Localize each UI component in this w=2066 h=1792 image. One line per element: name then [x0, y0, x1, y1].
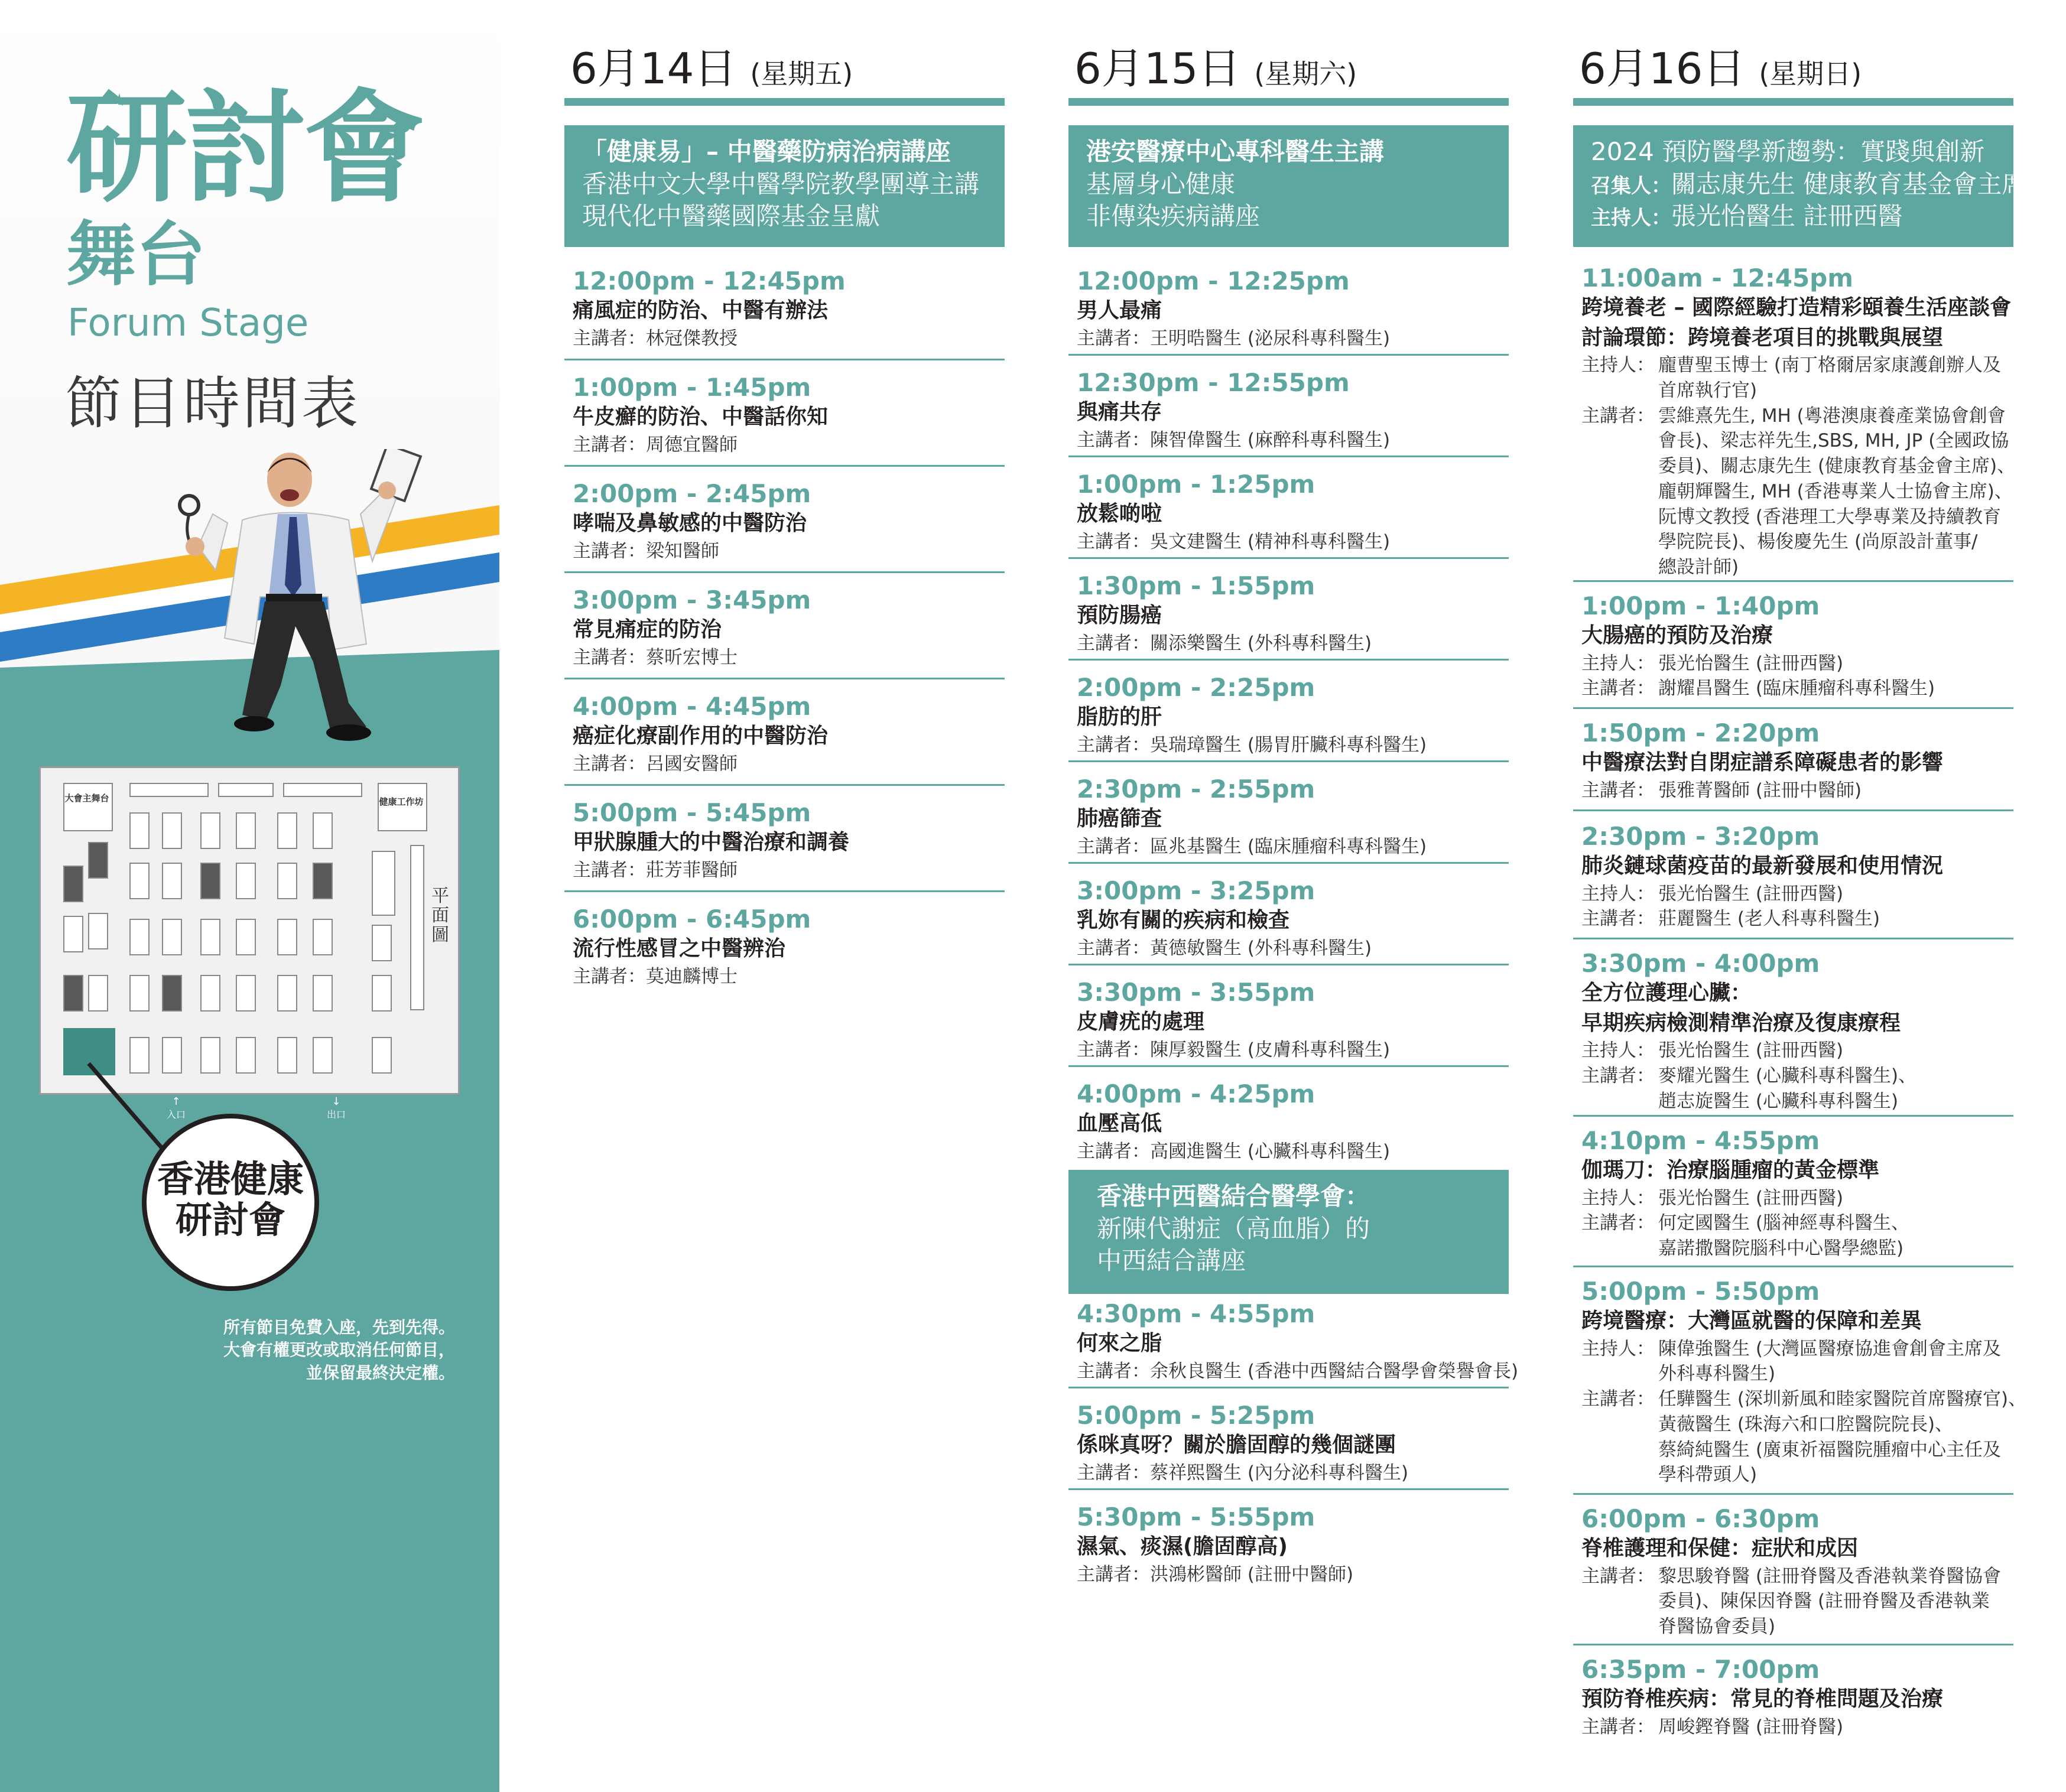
schedule-item [1068, 571, 1509, 661]
weekday-text: (星期五) [750, 58, 853, 90]
item-speaker [1581, 651, 2013, 677]
item-speaker: 主講者：周德宜醫師 [573, 434, 738, 456]
item-time: 4:10pm - 4:55pm [1581, 1126, 1820, 1155]
schedule-item [1068, 1502, 1509, 1592]
session-header [1573, 125, 2027, 247]
role-label: 主持人： [1581, 883, 1655, 905]
booth [200, 919, 220, 955]
booth [200, 863, 220, 899]
schedule-item [1573, 591, 2013, 709]
main-stage-label: 大會主舞台 [64, 793, 109, 804]
booth [277, 812, 297, 849]
booth [313, 863, 333, 899]
item-topic: 哮喘及鼻敏感的中醫防治 [573, 511, 807, 536]
item-speaker [1581, 906, 2013, 932]
floor-plan-map [39, 766, 460, 1095]
booth [129, 863, 150, 899]
header-line: 現代化中醫藥國際基金呈獻 [582, 201, 881, 231]
header-title: 香港中西醫結合醫學會： [1097, 1182, 1370, 1211]
role-label: 主講者： [1581, 1388, 1655, 1410]
item-topic: 流行性感冒之中醫辨治 [573, 936, 786, 961]
item-speaker: 主講者：洪鴻彬醫師 (註冊中醫師) [1077, 1563, 1354, 1585]
speaker-line: 張光怡醫生 (註冊西醫) [1658, 883, 1844, 905]
speaker-line: 總設計師) [1658, 557, 1739, 578]
schedule-item [1068, 1400, 1509, 1490]
schedule-title: 節目時間表 [65, 370, 360, 437]
date-underline [1573, 98, 2013, 106]
role-label: 主持人： [1581, 355, 1655, 376]
item-topic: 甲狀腺腫大的中醫治療和調養 [573, 830, 850, 855]
item-time: 2:00pm - 2:45pm [573, 479, 811, 508]
item-time: 3:30pm - 3:55pm [1077, 978, 1315, 1007]
header-value: 關志康先生 健康教育基金會主席 [1671, 169, 2027, 199]
booth-strip [218, 783, 274, 797]
speaker-line: 張雅菁醫師 (註冊中醫師) [1658, 779, 1862, 801]
title-main: 研討會 [66, 79, 423, 219]
booth [313, 975, 333, 1012]
header-title: 「健康易」– 中醫藥防病治病講座 [582, 137, 951, 166]
item-speaker [1581, 1715, 2013, 1740]
item-topic: 大腸癌的預防及治療 [1581, 623, 1773, 648]
item-time: 6:35pm - 7:00pm [1581, 1655, 1820, 1684]
date-text: 6月15日 [1074, 44, 1241, 93]
item-speaker: 主講者：林冠傑教授 [573, 327, 738, 349]
role-label: 主持人： [1581, 652, 1655, 674]
item-topic: 跨境醫療：大灣區就醫的保障和差異 [1581, 1309, 1922, 1334]
booth [200, 1037, 220, 1074]
speaker-line: 張光怡醫生 (註冊西醫) [1658, 1040, 1844, 1062]
item-speaker [1581, 1564, 2013, 1589]
header-line: 香港中文大學中醫學院教學團導主講 [582, 169, 980, 199]
date-text: 6月16日 [1579, 44, 1746, 93]
booth [162, 812, 182, 849]
speaker-line: 陳偉強醫生 (大灣區醫療協進會創會主席及 [1658, 1338, 2001, 1360]
booth [236, 975, 256, 1012]
schedule-item [1573, 948, 2013, 1117]
speaker-line: 何定國醫生 (腦神經專科醫生、 [1658, 1212, 1909, 1234]
day-date [1074, 44, 1357, 93]
booth [410, 845, 424, 1010]
arrow-down-icon: ↓ [332, 1095, 341, 1108]
header-line: 基層身心健康 [1086, 169, 1236, 199]
speaker-line: 黎思駿脊醫 (註冊脊醫及香港執業脊醫協會 [1658, 1565, 2001, 1587]
booth [277, 863, 297, 899]
speaker-line: 龐曹聖玉博士 (南丁格爾居家康護創辦人及 [1658, 355, 2001, 376]
booth [372, 1037, 392, 1074]
item-time: 11:00am - 12:45pm [1581, 264, 1853, 292]
schedule-item [1573, 1654, 2013, 1749]
booth [372, 851, 395, 916]
speaker-line: 委員)、陳保因脊醫 (註冊脊醫及香港執業 [1658, 1591, 1990, 1612]
speaker-line: 黃薇醫生 (珠海六和口腔醫院院長)、 [1658, 1413, 1954, 1435]
session-header [564, 125, 1005, 247]
header-value: 張光怡醫生 註冊西醫 [1671, 201, 1903, 231]
speaker-line: 首席執行官) [1658, 379, 1758, 401]
item-speaker: 主講者：吳文建醫生 (精神科專科醫生) [1077, 531, 1391, 552]
booth [162, 975, 182, 1012]
schedule-item [1068, 367, 1509, 457]
booth [372, 975, 392, 1012]
schedule-item [1573, 1504, 2013, 1645]
item-time: 3:00pm - 3:25pm [1077, 876, 1315, 905]
item-speaker: 主講者：余秋良醫生 (香港中西醫結合醫學會榮譽會長) [1077, 1360, 1519, 1382]
item-topic: 常見痛症的防治 [573, 617, 722, 642]
item-topic: 全方位護理心臟： [1581, 981, 1752, 1006]
role-label: 主講者： [1581, 678, 1655, 700]
item-topic: 早期疾病檢測精準治療及復康療程 [1581, 1010, 1901, 1035]
booth [129, 975, 150, 1012]
item-time: 2:00pm - 2:25pm [1077, 673, 1315, 702]
schedule-item [1573, 263, 2016, 582]
booth [88, 842, 108, 879]
booth [88, 975, 108, 1012]
item-time: 3:00pm - 3:45pm [573, 586, 811, 614]
item-topic: 何來之脂 [1077, 1331, 1162, 1356]
arrow-up-icon: ↑ [171, 1095, 181, 1108]
session-header [1068, 125, 1509, 247]
header-title: 港安醫療中心專科醫生主講 [1086, 137, 1385, 166]
item-speaker: 主講者：呂國安醫師 [573, 753, 738, 775]
workshop-label: 健康工作坊 [379, 796, 424, 807]
speaker-line: 雲維熹先生, MH (粵港澳康養產業協會創會 [1658, 405, 2006, 427]
item-speaker [1581, 404, 2013, 429]
header-line: 非傳染疾病講座 [1086, 201, 1261, 231]
booth [162, 919, 182, 955]
item-speaker [1581, 353, 2013, 378]
item-time: 6:00pm - 6:30pm [1581, 1504, 1820, 1533]
item-topic: 男人最痛 [1077, 298, 1162, 323]
item-topic: 係咪真呀？關於膽固醇的幾個謎團 [1077, 1433, 1396, 1458]
schedule-item [564, 585, 1005, 679]
item-time: 12:30pm - 12:55pm [1077, 368, 1350, 397]
booth [162, 863, 182, 899]
item-speaker [1581, 1211, 2013, 1236]
speaker-line: 阮博文教授 (香港理工大學專業及持續教育 [1658, 506, 2001, 528]
header-role: 主持人： [1591, 206, 1671, 230]
floor-plan-label: 平面圖 [431, 886, 449, 945]
day-date [1579, 44, 1862, 93]
item-time: 1:50pm - 2:20pm [1581, 718, 1820, 747]
day-date [570, 44, 853, 93]
item-speaker: 主講者：蔡昕宏博士 [573, 646, 738, 668]
booth [129, 919, 150, 955]
schedule-item [564, 691, 1005, 786]
role-label: 主持人： [1581, 1187, 1655, 1209]
booth [88, 913, 108, 949]
schedule-item [1068, 266, 1509, 356]
badge-line-1: 香港健康 [157, 1157, 304, 1201]
item-time: 4:30pm - 4:55pm [1077, 1299, 1315, 1328]
booth-strip [129, 783, 209, 797]
item-topic: 放鬆啲啦 [1077, 502, 1162, 526]
date-underline [564, 98, 1005, 106]
header-line: 新陳代謝症（高血脂）的 [1097, 1214, 1370, 1243]
header-convenor [1591, 168, 2027, 201]
item-topic: 乳妳有關的疾病和檢查 [1077, 908, 1290, 933]
item-time: 1:00pm - 1:25pm [1077, 470, 1315, 499]
speaker-line: 外科專科醫生) [1658, 1363, 1776, 1385]
booth [63, 916, 83, 952]
item-speaker [1581, 778, 2013, 804]
item-time: 1:30pm - 1:55pm [1077, 571, 1315, 600]
item-topic: 牛皮癬的防治、中醫話你知 [573, 405, 829, 430]
item-time: 2:30pm - 2:55pm [1077, 775, 1315, 804]
item-topic: 癌症化療副作用的中醫防治 [573, 724, 829, 749]
role-label: 主講者： [1581, 405, 1655, 427]
role-label: 主講者： [1581, 1716, 1655, 1738]
speaker-line: 學院院長)、楊俊慶先生 (尚原設計董事/ [1658, 531, 1978, 553]
weekday-text: (星期日) [1759, 58, 1862, 90]
schedule-item [1068, 1299, 1519, 1388]
schedule-item [564, 798, 1005, 892]
booth [63, 975, 83, 1012]
item-topic: 脊椎護理和保健：症狀和成因 [1581, 1536, 1859, 1561]
booth [129, 812, 150, 849]
item-time: 5:00pm - 5:50pm [1581, 1277, 1820, 1306]
entrance-label: 入口 [167, 1109, 186, 1120]
booth [200, 812, 220, 849]
item-topic: 跨境養老 – 國際經驗打造精彩頤養生活座談會 [1581, 295, 2012, 320]
role-label: 主講者： [1581, 908, 1655, 930]
role-label: 主講者： [1581, 1065, 1655, 1087]
speaker-line: 龐朝輝醫生, MH (香港專業人士協會主席)、 [1658, 480, 2013, 502]
item-speaker: 主講者：吳瑞璋醫生 (腸胃肝臟科專科醫生) [1077, 734, 1427, 756]
item-time: 6:00pm - 6:45pm [573, 905, 811, 934]
notice [124, 1316, 455, 1384]
title-english: Forum Stage [67, 301, 309, 345]
role-label: 主持人： [1581, 1040, 1655, 1062]
header-role: 召集人： [1591, 174, 1671, 198]
item-time: 3:30pm - 4:00pm [1581, 949, 1820, 978]
main-stage-box [63, 783, 113, 831]
schedule-item [1573, 821, 2013, 939]
item-topic: 血壓高低 [1077, 1111, 1162, 1136]
item-time: 5:00pm - 5:45pm [573, 798, 811, 827]
item-time: 4:00pm - 4:45pm [573, 692, 811, 721]
doctor-illustration [171, 449, 431, 768]
item-time: 4:00pm - 4:25pm [1077, 1079, 1315, 1108]
booth [313, 1037, 333, 1074]
hk-health-forum-badge [142, 1114, 319, 1291]
schedule-item [564, 479, 1005, 573]
schedule-item [1068, 672, 1509, 762]
item-speaker [1581, 1336, 2013, 1362]
item-time: 12:00pm - 12:45pm [573, 266, 846, 295]
item-time: 1:00pm - 1:40pm [1581, 591, 1820, 620]
speaker-line: 趙志旋醫生 (心臟科專科醫生) [1658, 1090, 1899, 1112]
speaker-line: 張光怡醫生 (註冊西醫) [1658, 1187, 1844, 1209]
item-time: 1:00pm - 1:45pm [573, 373, 811, 402]
speaker-line: 張光怡醫生 (註冊西醫) [1658, 652, 1844, 674]
item-speaker: 主講者：高國進醫生 (心臟科專科醫生) [1077, 1140, 1391, 1162]
booth [236, 863, 256, 899]
item-topic: 預防腸癌 [1077, 603, 1162, 628]
item-speaker [1581, 1387, 2027, 1412]
speaker-line: 學科帶頭人) [1658, 1464, 1758, 1486]
item-topic: 討論環節：跨境養老項目的挑戰與展望 [1581, 325, 1944, 350]
date-text: 6月14日 [570, 44, 737, 93]
item-speaker: 主講者：陳智偉醫生 (麻醉科專科醫生) [1077, 429, 1391, 451]
speaker-line: 麥耀光醫生 (心臟科專科醫生)、 [1658, 1065, 1917, 1087]
notice-line: 所有節目免費入座，先到先得。 [223, 1318, 455, 1337]
item-speaker: 主講者：莫迪麟博士 [573, 965, 738, 987]
sidebar [0, 0, 499, 1792]
schedule-item [564, 372, 1005, 467]
item-speaker: 主講者：王明晧醫生 (泌尿科專科醫生) [1077, 327, 1391, 349]
item-topic: 脂肪的肝 [1077, 705, 1162, 730]
booth [313, 919, 333, 955]
schedule-item [1068, 1079, 1509, 1169]
booth [313, 812, 333, 849]
item-speaker: 主講者：黃德敏醫生 (外科專科醫生) [1077, 937, 1372, 959]
header-host [1591, 200, 1996, 233]
session-header-2 [1068, 1170, 1509, 1294]
item-topic: 皮膚疣的處理 [1077, 1010, 1205, 1035]
item-time: 5:00pm - 5:25pm [1077, 1401, 1315, 1430]
item-topic: 中醫療法對自閉症譜系障礙患者的影響 [1581, 750, 1944, 775]
notice-line: 大會有權更改或取消任何節目， [223, 1340, 455, 1360]
booth [372, 925, 392, 961]
schedule-item [1068, 774, 1509, 864]
notice-line: 並保留最終決定權。 [306, 1362, 455, 1383]
schedule-item [1573, 718, 2013, 811]
speaker-line: 蔡綺純醫生 (廣東祈福醫院腫瘤中心主任及 [1658, 1439, 2001, 1461]
exit-label: 出口 [327, 1109, 346, 1120]
role-label: 主講者： [1581, 1212, 1655, 1234]
item-topic: 痛風症的防治、中醫有辦法 [573, 298, 829, 323]
booth [277, 919, 297, 955]
speaker-line: 謝耀昌醫生 (臨床腫瘤科專科醫生) [1658, 678, 1935, 700]
item-topic: 伽瑪刀：治療腦腫瘤的黃金標準 [1581, 1158, 1880, 1183]
weekday-text: (星期六) [1254, 58, 1357, 90]
booth [63, 866, 83, 902]
item-time: 2:30pm - 3:20pm [1581, 822, 1820, 851]
speaker-line: 任驊醫生 (深圳新風和睦家醫院首席醫療官)、 [1658, 1388, 2027, 1410]
item-speaker [1581, 676, 2013, 701]
booth [277, 1037, 297, 1074]
schedule-item [1068, 469, 1509, 559]
item-speaker: 主講者：關添樂醫生 (外科專科醫生) [1077, 632, 1372, 654]
item-speaker: 主講者：陳厚毅醫生 (皮膚科專科醫生) [1077, 1039, 1391, 1061]
item-speaker [1581, 1186, 2013, 1211]
schedule-item [564, 904, 1005, 999]
booth [236, 919, 256, 955]
item-time: 5:30pm - 5:55pm [1077, 1502, 1315, 1531]
booth [200, 975, 220, 1012]
schedule-item [1068, 977, 1509, 1067]
speaker-line: 會長)、梁志祥先生,SBS, MH, JP (全國政協 [1658, 430, 2009, 452]
item-speaker: 主講者：蔡祥熙醫生 (內分泌科專科醫生) [1077, 1462, 1409, 1484]
role-label: 主講者： [1581, 779, 1655, 801]
item-speaker: 主講者：區兆基醫生 (臨床腫瘤科專科醫生) [1077, 835, 1427, 857]
schedule-item [1068, 876, 1509, 965]
schedule-item [1573, 1126, 2013, 1267]
role-label: 主持人： [1581, 1338, 1655, 1360]
item-topic: 肺癌篩查 [1077, 806, 1162, 831]
item-speaker [1581, 1038, 2013, 1064]
schedule-item [564, 266, 1005, 360]
title-sub: 舞台 [66, 214, 206, 295]
item-topic: 肺炎鏈球菌疫苗的最新發展和使用情況 [1581, 854, 1944, 879]
item-time: 12:00pm - 12:25pm [1077, 266, 1350, 295]
item-topic: 與痛共存 [1077, 400, 1162, 425]
speaker-line: 委員)、關志康先生 (健康教育基金會主席)、 [1658, 456, 2016, 477]
speaker-line: 嘉諾撒醫院腦科中心醫學總監) [1658, 1238, 1904, 1260]
badge-line-2: 研討會 [175, 1198, 285, 1242]
speaker-line: 周峻鏗脊醫 (註冊脊醫) [1658, 1716, 1844, 1738]
item-speaker [1581, 1064, 2013, 1089]
date-underline [1068, 98, 1509, 106]
item-speaker [1581, 882, 2013, 907]
item-speaker: 主講者：莊芳菲醫師 [573, 859, 738, 881]
header-line: 中西結合講座 [1097, 1246, 1246, 1276]
speaker-line: 莊麗醫生 (老人科專科醫生) [1658, 908, 1880, 930]
schedule-item [1573, 1276, 2027, 1495]
exit-marker [327, 1097, 346, 1121]
item-speaker: 主講者：梁知醫師 [573, 540, 719, 562]
booth [236, 812, 256, 849]
booth-strip [283, 783, 362, 797]
header-title: 2024 預防醫學新趨勢：實踐與創新 [1591, 137, 1985, 166]
item-topic: 預防脊椎疾病：常見的脊椎問題及治療 [1581, 1687, 1944, 1712]
booth [236, 1037, 256, 1074]
item-topic: 濕氣、痰濕(膽固醇高) [1077, 1534, 1288, 1559]
booth [277, 975, 297, 1012]
speaker-line: 脊醫協會委員) [1658, 1616, 1776, 1638]
role-label: 主講者： [1581, 1565, 1655, 1587]
